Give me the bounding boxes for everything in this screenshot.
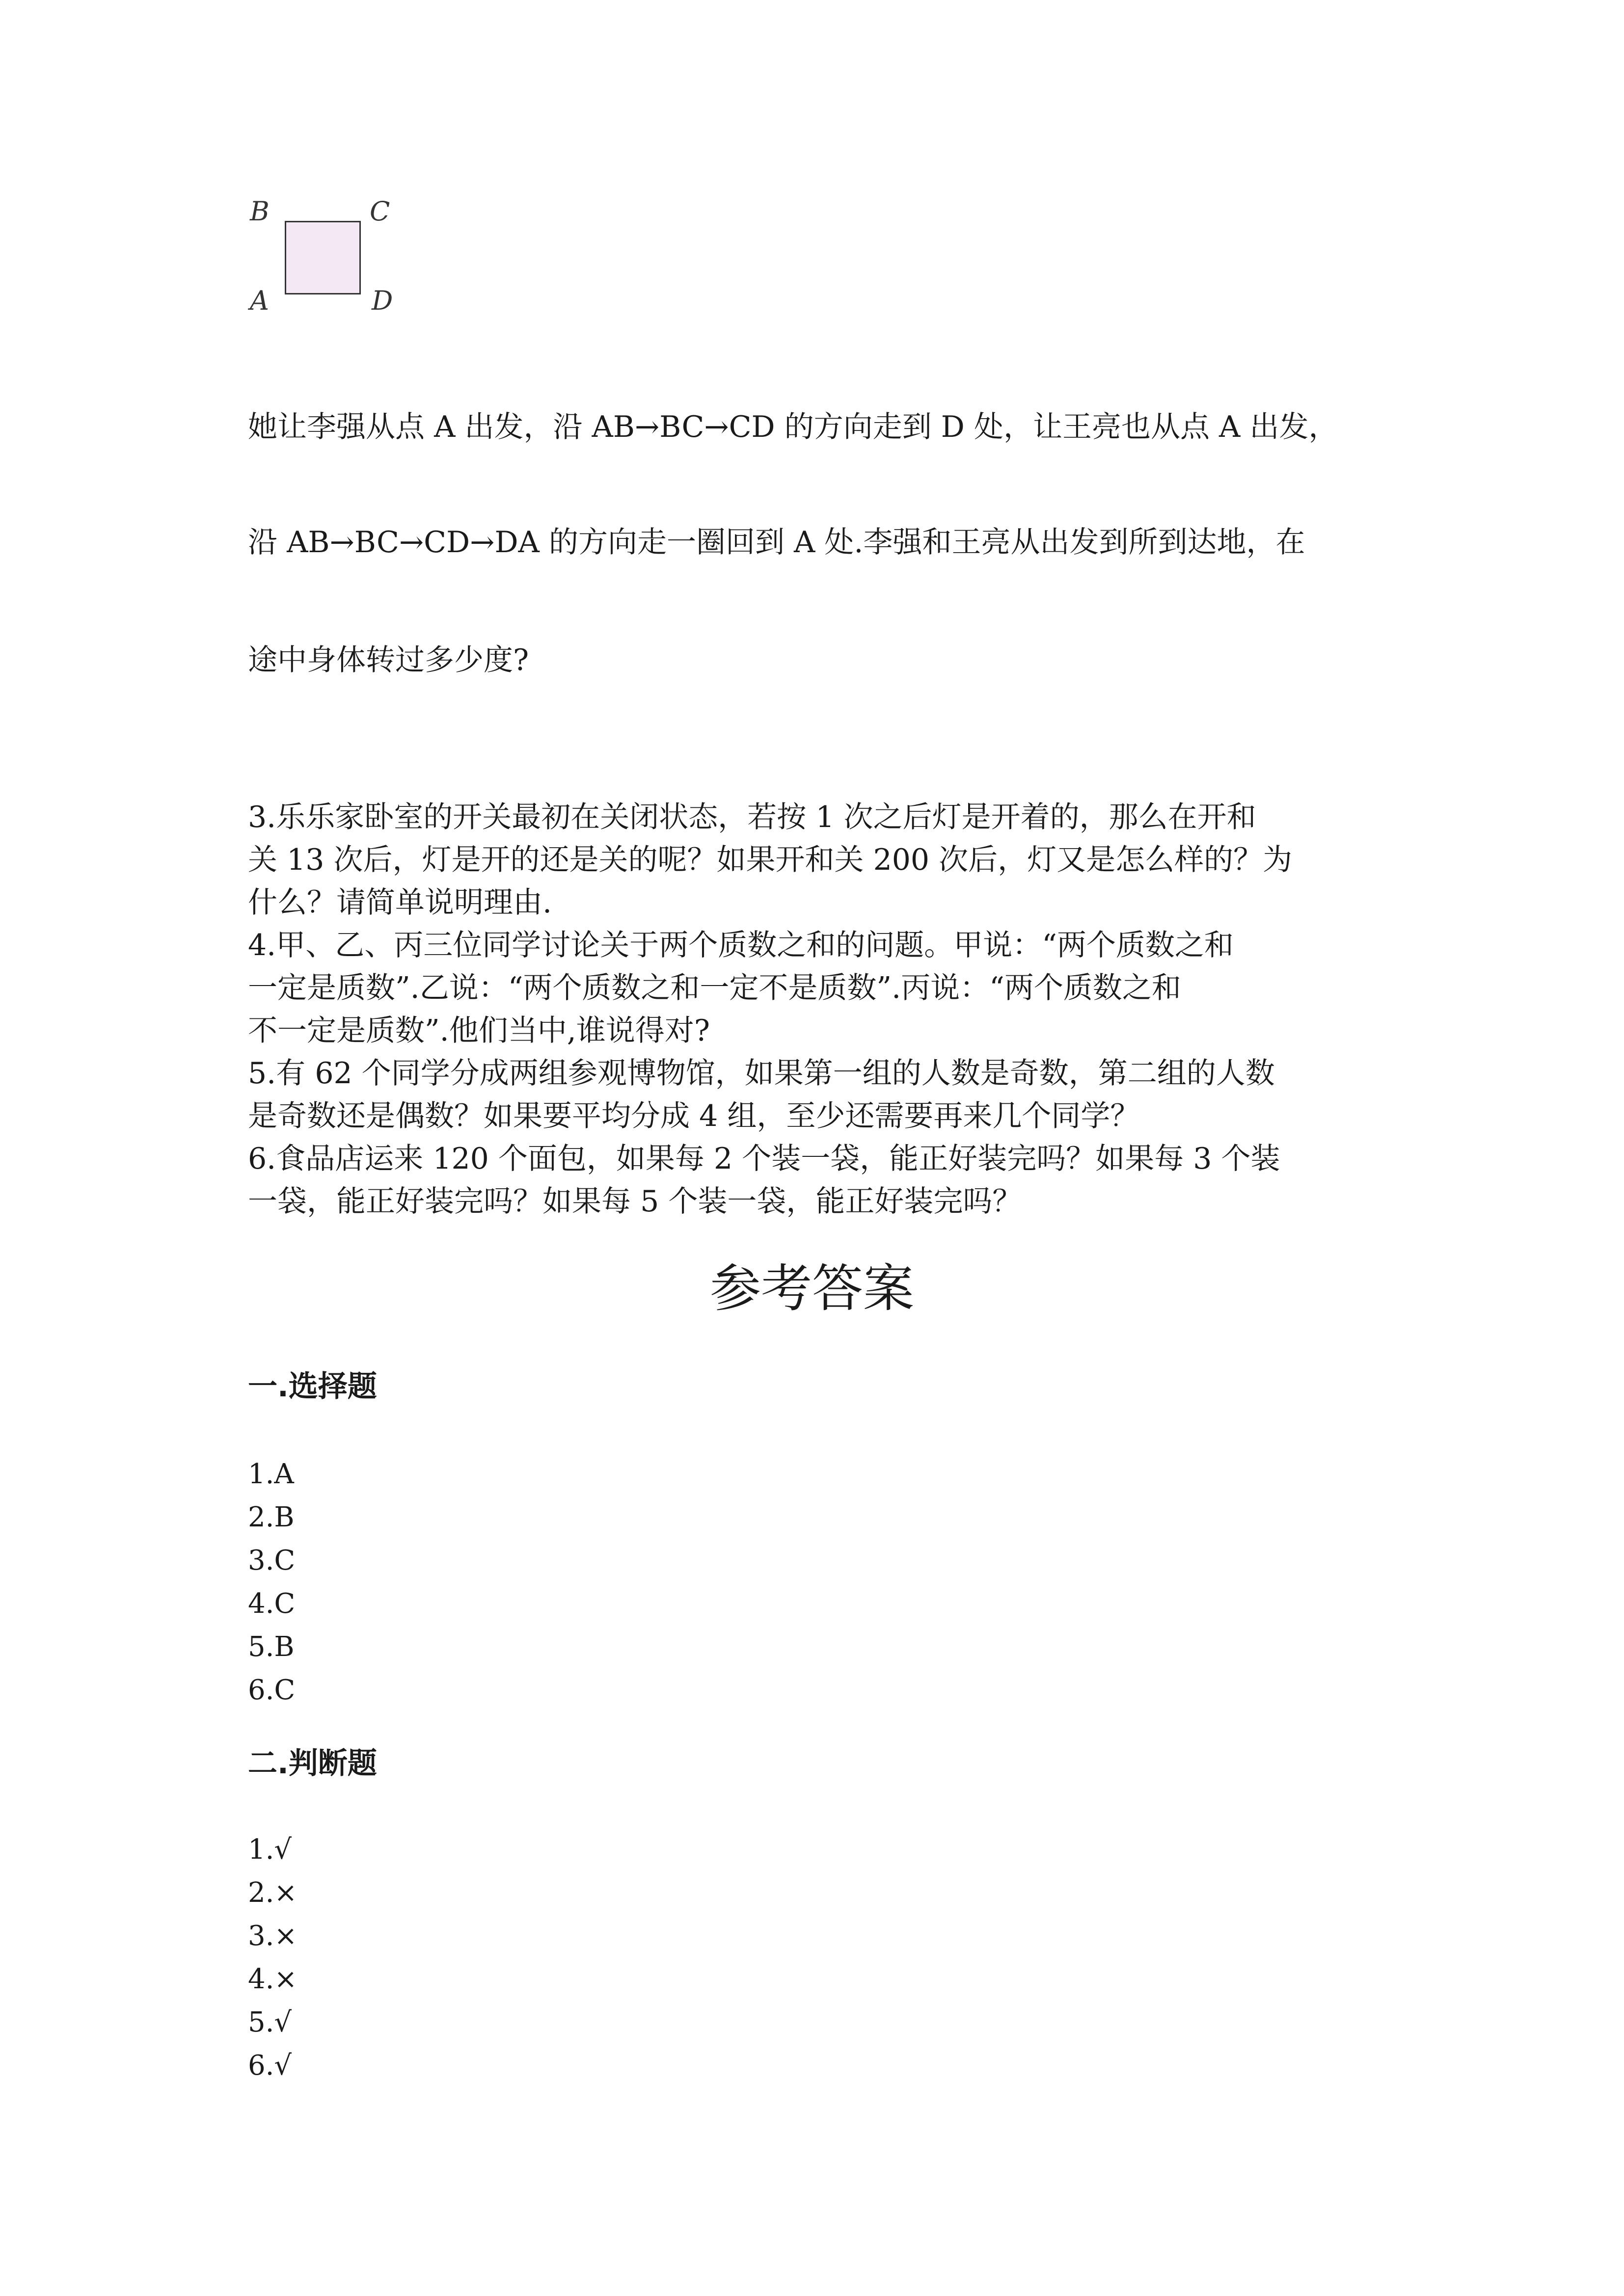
answer-item: 4.× xyxy=(248,1963,298,1995)
q2-line-3: 途中身体转过多少度? xyxy=(248,643,529,677)
question-line: 不一定是质数”.他们当中,谁说得对? xyxy=(248,1014,710,1048)
vertex-label-a: A xyxy=(250,285,269,316)
question-line: 3.乐乐家卧室的开关最初在关闭状态，若按 1 次之后灯是开着的，那么在开和 xyxy=(248,800,1256,834)
answer-item: 2.× xyxy=(248,1877,298,1909)
answer-item: 5.√ xyxy=(248,2006,292,2038)
q2-line-2: 沿 AB→BC→CD→DA 的方向走一圈回到 A 处.李强和王亮从出发到所到达地，在 xyxy=(248,525,1305,560)
question-line: 6.食品店运来 120 个面包，如果每 2 个装一袋，能正好装完吗？如果每 3 个装 xyxy=(248,1142,1280,1176)
section-heading-choice: 一.选择题 xyxy=(248,1369,377,1404)
vertex-label-b: B xyxy=(250,196,270,227)
answers-title: 参考答案 xyxy=(709,1258,914,1318)
square-shape xyxy=(285,221,361,294)
q2-line-1: 她让李强从点 A 出发，沿 AB→BC→CD 的方向走到 D 处，让王亮也从点 A 出发， xyxy=(248,410,1338,444)
question-line: 一袋，能正好装完吗？如果每 5 个装一袋，能正好装完吗？ xyxy=(248,1184,1022,1219)
vertex-label-d: D xyxy=(372,285,393,316)
answer-item: 3.× xyxy=(248,1920,298,1952)
answer-item: 5.B xyxy=(248,1631,295,1663)
question-line: 一定是质数”.乙说：“两个质数之和一定不是质数”.丙说：“两个质数之和 xyxy=(248,971,1181,1005)
answer-item: 6.√ xyxy=(248,2050,292,2082)
answer-item: 6.C xyxy=(248,1674,296,1706)
question-line: 5.有 62 个同学分成两组参观博物馆，如果第一组的人数是奇数，第二组的人数 xyxy=(248,1056,1275,1091)
answer-item: 2.B xyxy=(248,1501,295,1533)
question-line: 4.甲、乙、丙三位同学讨论关于两个质数之和的问题。甲说：“两个质数之和 xyxy=(248,928,1234,962)
question-line: 关 13 次后，灯是开的还是关的呢？如果开和关 200 次后，灯又是怎么样的？为 xyxy=(248,843,1293,877)
vertex-label-c: C xyxy=(370,196,390,227)
answer-item: 3.C xyxy=(248,1545,296,1576)
question-line: 什么？请简单说明理由. xyxy=(248,885,552,920)
answer-item: 4.C xyxy=(248,1588,296,1620)
question-line: 是奇数还是偶数？如果要平均分成 4 组，至少还需要再来几个同学？ xyxy=(248,1099,1140,1133)
section-heading-judgement: 二.判断题 xyxy=(248,1746,377,1781)
square-figure xyxy=(243,196,405,331)
answer-item: 1.A xyxy=(248,1458,294,1490)
answer-item: 1.√ xyxy=(248,1834,292,1866)
